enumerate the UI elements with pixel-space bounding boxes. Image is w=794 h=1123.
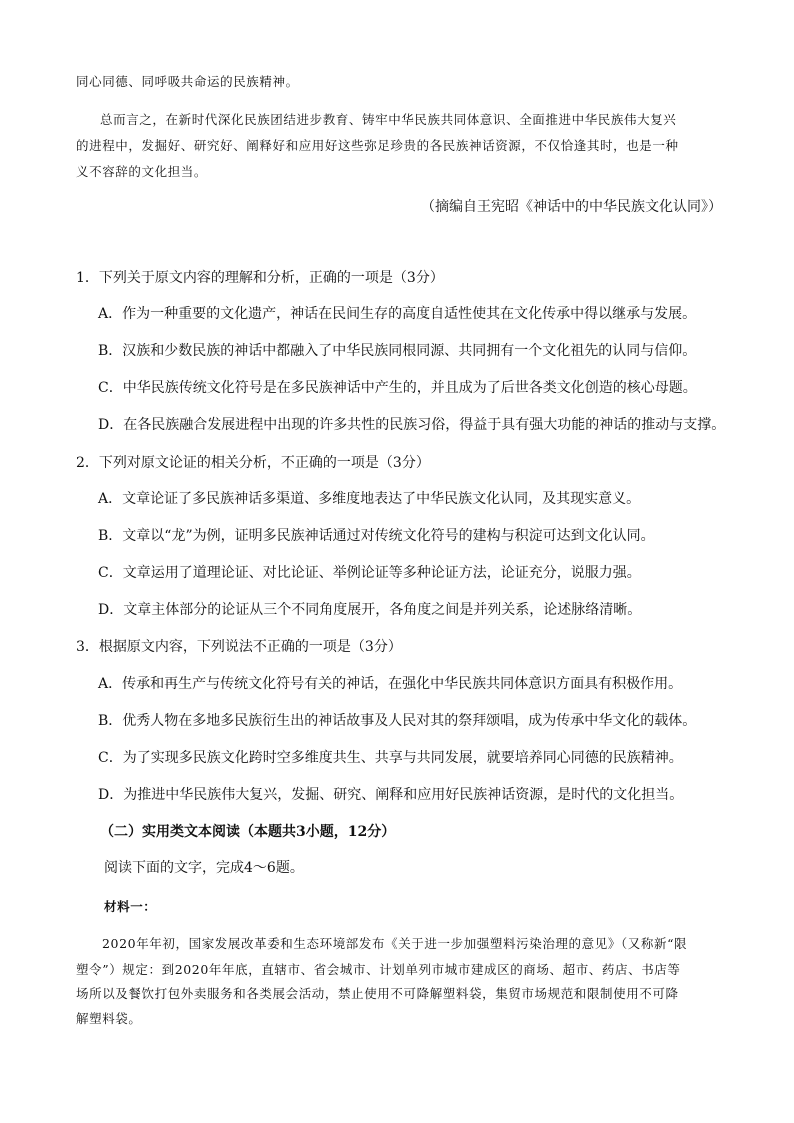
question-option: C．为了实现多民族文化跨时空多维度共生、共享与共同发展，就要培养同心同德的民族精神。	[98, 750, 683, 766]
question-option: B．文章以“龙”为例，证明多民族神话通过对传统文化符号的建构与积淀可达到文化认同。	[98, 528, 655, 544]
question-option: A．文章论证了多民族神话多渠道、多维度地表达了中华民族文化认同，及其现实意义。	[98, 491, 641, 507]
material-line: 场所以及餐饮打包外卖服务和各类展会活动，禁止使用不可降解塑料袋，集贸市场规范和限制使用不可降	[76, 986, 679, 1001]
question-option: C．文章运用了道理论证、对比论证、举例论证等多种论证方法，论证充分，说服力强。	[98, 565, 641, 581]
question-option: D．为推进中华民族伟大复兴，发掘、研究、阐释和应用好民族神话资源，是时代的文化担当。	[98, 787, 684, 803]
material-line: 解塑料袋。	[76, 1011, 142, 1026]
material-label: 材料一：	[104, 899, 157, 914]
question-option: C．中华民族传统文化符号是在多民族神话中产生的，并且成为了后世各类文化创造的核心母题。	[98, 380, 697, 396]
question-option: A．作为一种重要的文化遗产，神话在民间生存的高度自适性使其在文化传承中得以继承与发展。	[98, 306, 697, 322]
material-line: 2020年年初，国家发展改革委和生态环境部发布《关于进一步加强塑料污染治理的意见》（又称新“限	[102, 936, 688, 951]
question-option: B．汉族和少数民族的神话中都融入了中华民族同根同源、共同拥有一个文化祖先的认同与信仰。	[98, 343, 697, 359]
passage-line: 总而言之，在新时代深化民族团结进步教育、铸牢中华民族共同体意识、全面推进中华民族伟大复兴	[100, 112, 677, 127]
passage-line: 同心同德、同呼吸共命运的民族精神。	[76, 74, 299, 89]
section-instruction: 阅读下面的文字，完成4～6题。	[104, 860, 304, 876]
question-stem: 3．根据原文内容，下列说法不正确的一项是（3分）	[76, 639, 402, 655]
question-option: D．在各民族融合发展进程中出现的许多共性的民族习俗，得益于具有强大功能的神话的推动与支撑。	[98, 417, 726, 433]
question-stem: 1．下列关于原文内容的理解和分析，正确的一项是（3分）	[76, 270, 444, 286]
passage-line: 义不容辞的文化担当。	[76, 164, 208, 179]
passage-line: 的进程中，发掘好、研究好、阐释好和应用好这些弥足珍贵的各民族神话资源，不仅恰逢其时，也是一种	[76, 138, 679, 153]
material-line: 塑令”）规定：到2020年年底，直辖市、省会城市、计划单列市城市建成区的商场、超市、药店、书店等	[76, 962, 681, 977]
question-option: D．文章主体部分的论证从三个不同角度展开，各角度之间是并列关系，论述脉络清晰。	[98, 602, 642, 618]
passage-source: （摘编自王宪昭《神话中的中华民族文化认同》）	[421, 199, 722, 215]
question-option: B．优秀人物在多地多民族衍生出的神话故事及人民对其的祭拜颂唱，成为传承中华文化的载体。	[98, 713, 697, 729]
section-heading: （二）实用类文本阅读（本题共3小题，12分）	[100, 824, 396, 840]
question-stem: 2．下列对原文论证的相关分析，不正确的一项是（3分）	[76, 455, 430, 471]
question-option: A．传承和再生产与传统文化符号有关的神话，在强化中华民族共同体意识方面具有积极作用。	[98, 676, 683, 692]
